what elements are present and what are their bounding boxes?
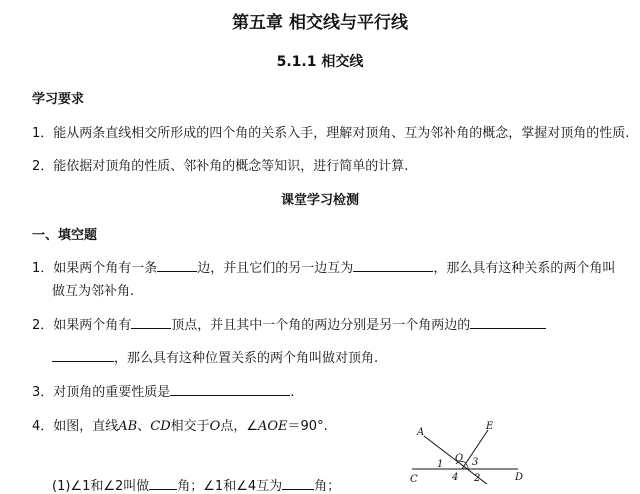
fill-blank-heading: 一、填空题 — [32, 228, 98, 243]
separator: 、 — [137, 419, 151, 434]
question-2 — [32, 314, 546, 333]
question-2-continued — [52, 347, 378, 366]
question-text: (1)∠1和∠2叫做 — [52, 479, 150, 494]
answer-blank[interactable] — [470, 316, 546, 329]
answer-blank[interactable] — [353, 259, 433, 272]
angle-1-label: 1 — [437, 459, 444, 470]
question-text: 角； — [314, 479, 341, 494]
question-number: 1． — [32, 261, 54, 276]
line-cd-label: CD — [150, 419, 171, 434]
requirement-item-2 — [32, 155, 408, 174]
answer-blank[interactable] — [131, 316, 171, 329]
question-number: 4． — [32, 419, 54, 434]
question-4 — [32, 415, 328, 434]
section-subtitle: 5.1.1 相交线 — [276, 54, 364, 70]
point-o-label: O — [455, 453, 464, 464]
question-1 — [32, 257, 615, 276]
question-text: 角；∠1和∠4互为 — [177, 479, 283, 494]
requirement-text: 能依据对顶角的性质、邻补角的概念等知识，进行简单的计算. — [53, 159, 409, 174]
question-1-continued: 做互为邻补角. — [52, 284, 135, 299]
intersecting-lines-figure — [400, 418, 540, 484]
question-text: 如果两个角有 — [53, 318, 132, 333]
question-text: 对顶角的重要性质是 — [53, 385, 171, 400]
question-3 — [32, 381, 294, 400]
question-text: ＝90°. — [287, 419, 328, 434]
answer-blank[interactable] — [170, 383, 290, 396]
question-text: 相交于 — [170, 419, 210, 434]
question-text: ，那么具有这种位置关系的两个角叫做对顶角. — [114, 351, 379, 366]
requirement-text: 能从两条直线相交所形成的四个角的关系入手，理解对顶角、互为邻补角的概念，掌握对顶角的性质. — [53, 126, 630, 141]
question-text: 如图，直线 — [53, 419, 119, 434]
question-text: 点，∠ — [220, 419, 258, 434]
point-e-label: E — [486, 421, 494, 432]
requirement-number: 1． — [32, 126, 54, 141]
answer-blank[interactable] — [157, 259, 197, 272]
angle-4-label: 4 — [452, 472, 459, 483]
point-d-label: D — [515, 472, 524, 483]
point-o-label: O — [209, 419, 221, 434]
question-number: 3． — [32, 385, 54, 400]
question-text: . — [290, 385, 295, 400]
classroom-check-heading: 课堂学习检测 — [280, 193, 359, 208]
question-text: ，那么具有这种关系的两个角叫 — [433, 261, 616, 276]
requirement-number: 2． — [32, 159, 54, 174]
angle-aoe-label: AOE — [257, 419, 288, 434]
question-4-part-1 — [52, 475, 340, 494]
point-c-label: C — [410, 474, 418, 484]
point-a-label: A — [417, 427, 425, 438]
question-text: 顶点，并且其中一个角的两边分别是另一个角两边的 — [171, 318, 471, 333]
angle-3-label: 3 — [472, 457, 479, 468]
question-text: 如果两个角有一条 — [53, 261, 158, 276]
question-text: 边，并且它们的另一边互为 — [197, 261, 354, 276]
requirements-heading: 学习要求 — [32, 92, 85, 107]
page-title: 第五章 相交线与平行线 — [232, 13, 408, 33]
answer-blank[interactable] — [52, 349, 114, 362]
question-number: 2． — [32, 318, 54, 333]
requirement-item-1 — [32, 122, 629, 141]
line-ab-label: AB — [118, 419, 138, 434]
angle-2-label: 2 — [474, 473, 481, 484]
